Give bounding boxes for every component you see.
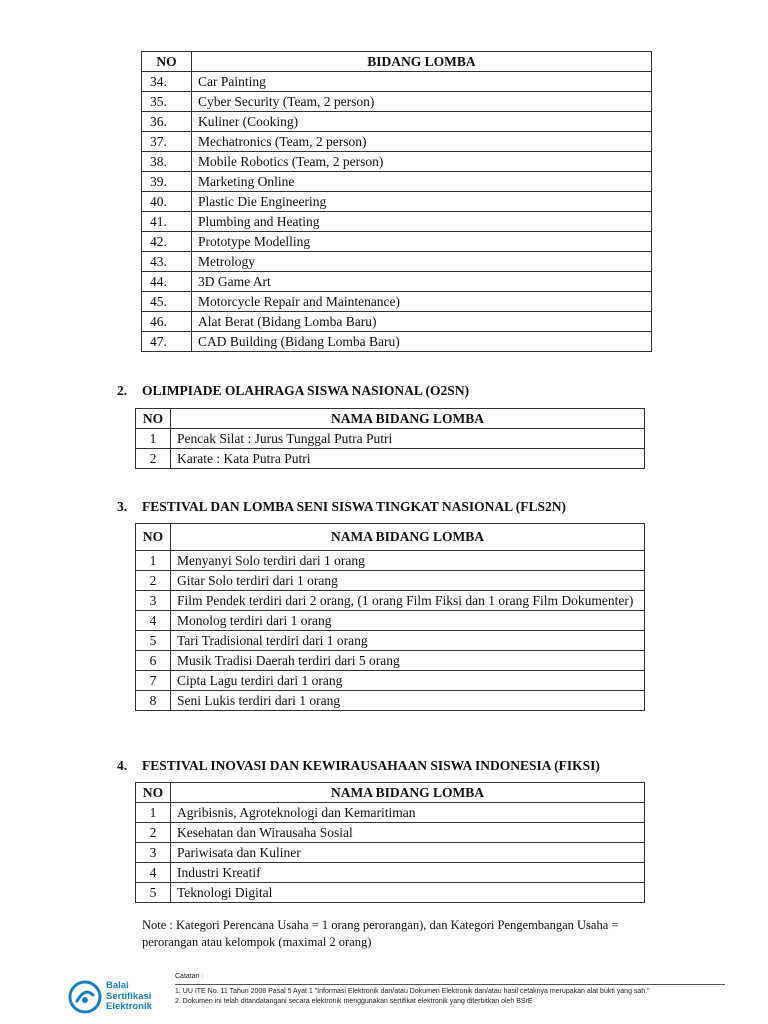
row-name: Menyanyi Solo terdiri dari 1 orang [171, 551, 645, 571]
row-number: 45. [142, 292, 192, 312]
bidang-lomba-table [141, 51, 652, 352]
row-number: 2 [136, 823, 171, 843]
row-number: 1 [136, 551, 171, 571]
table-row [136, 883, 645, 903]
table-row [136, 691, 645, 711]
row-name: Kesehatan dan Wirausaha Sosial [171, 823, 645, 843]
row-number: 37. [142, 132, 192, 152]
fiksi-table [135, 782, 645, 903]
row-number: 40. [142, 192, 192, 212]
row-number: 41. [142, 212, 192, 232]
table-row [136, 429, 645, 449]
logo-text [106, 981, 152, 1013]
table-header-row [136, 783, 645, 803]
column-header-nama: NAMA BIDANG LOMBA [171, 409, 645, 429]
table-row [136, 551, 645, 571]
table-row [142, 92, 652, 112]
bsre-logo [68, 980, 178, 1016]
table-body [136, 429, 645, 469]
table-row [136, 671, 645, 691]
row-number: 46. [142, 312, 192, 332]
o2sn-table [135, 408, 645, 469]
row-number: 7 [136, 671, 171, 691]
row-name: Plastic Die Engineering [192, 192, 652, 212]
row-name: Mechatronics (Team, 2 person) [192, 132, 652, 152]
row-name: Pencak Silat : Jurus Tunggal Putra Putri [171, 429, 645, 449]
logo-line-1: Balai [106, 980, 129, 991]
row-name: Metrology [192, 252, 652, 272]
row-name: Agribisnis, Agroteknologi dan Kemaritiman [171, 803, 645, 823]
row-number: 1 [136, 803, 171, 823]
table-row [136, 571, 645, 591]
column-header-no: NO [136, 783, 171, 803]
row-name: Industri Kreatif [171, 863, 645, 883]
table-row [142, 192, 652, 212]
bsre-logo-icon [68, 980, 102, 1014]
row-name: Gitar Solo terdiri dari 1 orang [171, 571, 645, 591]
row-number: 36. [142, 112, 192, 132]
section-number: 2. [117, 383, 128, 398]
row-name: Musik Tradisi Daerah terdiri dari 5 orang [171, 651, 645, 671]
row-number: 6 [136, 651, 171, 671]
table-row [136, 651, 645, 671]
row-name: Karate : Kata Putra Putri [171, 449, 645, 469]
table-row [142, 232, 652, 252]
table-header-row [136, 524, 645, 551]
row-number: 5 [136, 631, 171, 651]
row-number: 42. [142, 232, 192, 252]
table-row [142, 132, 652, 152]
row-number: 39. [142, 172, 192, 192]
table-row [142, 112, 652, 132]
row-name: Prototype Modelling [192, 232, 652, 252]
row-name: Cyber Security (Team, 2 person) [192, 92, 652, 112]
table-row [136, 803, 645, 823]
row-name: Seni Lukis terdiri dari 1 orang [171, 691, 645, 711]
table-row [142, 152, 652, 172]
row-name: Mobile Robotics (Team, 2 person) [192, 152, 652, 172]
section-number: 3. [117, 499, 128, 514]
row-name: CAD Building (Bidang Lomba Baru) [192, 332, 652, 352]
row-name: Teknologi Digital [171, 883, 645, 903]
row-name: Plumbing and Heating [192, 212, 652, 232]
table-row [136, 843, 645, 863]
table-row [136, 591, 645, 611]
row-number: 35. [142, 92, 192, 112]
row-number: 5 [136, 883, 171, 903]
section-title: FESTIVAL INOVASI DAN KEWIRAUSAHAAN SISWA INDONESIA (FIKSI) [142, 758, 600, 773]
row-name: 3D Game Art [192, 272, 652, 292]
column-header-nama: NAMA BIDANG LOMBA [171, 783, 645, 803]
footer-note-2: 2. Dokumen ini telah ditandatangani secara elektronik menggunakan sertifikat elektronik yang diterbitkan oleh BSrE [175, 998, 533, 1005]
column-header-bidang: BIDANG LOMBA [192, 52, 652, 72]
row-name: Pariwisata dan Kuliner [171, 843, 645, 863]
table-header-row [136, 409, 645, 429]
column-header-nama: NAMA BIDANG LOMBA [171, 524, 645, 551]
row-name: Tari Tradisional terdiri dari 1 orang [171, 631, 645, 651]
table-body [136, 551, 645, 711]
row-number: 38. [142, 152, 192, 172]
row-name: Cipta Lagu terdiri dari 1 orang [171, 671, 645, 691]
row-number: 44. [142, 272, 192, 292]
row-number: 43. [142, 252, 192, 272]
fls2n-table [135, 523, 645, 711]
footer-note-1: 1. UU ITE No. 11 Tahun 2008 Pasal 5 Ayat 1 "Informasi Elektronik dan/atau Dokumen Elektronik dan/atau hasil cetaknya merupakan alat bukti yang sah." [175, 988, 650, 995]
row-name: Kuliner (Cooking) [192, 112, 652, 132]
table-row [136, 631, 645, 651]
column-header-no: NO [136, 409, 171, 429]
row-name: Monolog terdiri dari 1 orang [171, 611, 645, 631]
note-text: Note : Kategori Perencana Usaha = 1 orang perorangan), dan Kategori Pengembangan Usaha = perorangan atau kelompok (maximal 2 orang) [142, 918, 619, 949]
section-2-heading [117, 383, 469, 399]
row-number: 2 [136, 449, 171, 469]
row-number: 4 [136, 863, 171, 883]
column-header-no: NO [142, 52, 192, 72]
logo-line-2: Sertifikasi [106, 990, 152, 1002]
table-header-row [142, 52, 652, 72]
row-name: Alat Berat (Bidang Lomba Baru) [192, 312, 652, 332]
row-number: 8 [136, 691, 171, 711]
table-row [136, 863, 645, 883]
table-row [136, 449, 645, 469]
table-row [136, 823, 645, 843]
catatan-label: Catatan : [175, 973, 204, 980]
table-row [142, 272, 652, 292]
table-row [142, 332, 652, 352]
section-number: 4. [117, 758, 128, 773]
table-row [142, 312, 652, 332]
column-header-no: NO [136, 524, 171, 551]
row-number: 2 [136, 571, 171, 591]
row-number: 1 [136, 429, 171, 449]
row-number: 3 [136, 591, 171, 611]
section-title: OLIMPIADE OLAHRAGA SISWA NASIONAL (O2SN) [142, 383, 470, 398]
footer-notes [175, 972, 727, 1007]
table-body [142, 72, 652, 352]
section-4-heading [117, 758, 600, 774]
document-footer [64, 970, 724, 1020]
table-row [142, 172, 652, 192]
row-name: Car Painting [192, 72, 652, 92]
table-row [142, 252, 652, 272]
row-name: Film Pendek terdiri dari 2 orang, (1 orang Film Fiksi dan 1 orang Film Dokumenter) [171, 591, 645, 611]
section-3-heading [117, 499, 566, 515]
table-row [142, 292, 652, 312]
table-row [142, 72, 652, 92]
table-row [136, 611, 645, 631]
row-number: 3 [136, 843, 171, 863]
row-name: Marketing Online [192, 172, 652, 192]
row-number: 47. [142, 332, 192, 352]
row-number: 4 [136, 611, 171, 631]
table-row [142, 212, 652, 232]
table-body [136, 803, 645, 903]
logo-line-3: Elektronik [106, 1001, 152, 1012]
footer-divider [175, 984, 725, 985]
row-name: Motorcycle Repair and Maintenance) [192, 292, 652, 312]
section-title: FESTIVAL DAN LOMBA SENI SISWA TINGKAT NASIONAL (FLS2N) [142, 499, 566, 514]
row-number: 34. [142, 72, 192, 92]
